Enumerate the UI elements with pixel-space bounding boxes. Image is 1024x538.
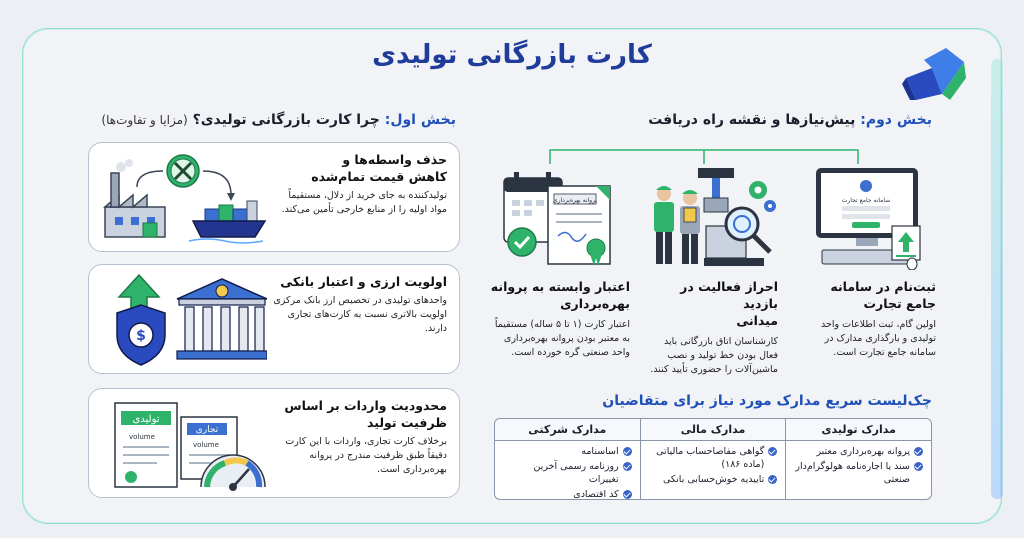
left-section-heading	[101, 112, 456, 128]
check-icon	[623, 447, 632, 456]
checklist-item	[503, 488, 632, 500]
checklist-column-financial	[640, 419, 786, 499]
card-text	[271, 151, 447, 217]
checklist-item	[503, 460, 632, 486]
left-section-title: چرا کارت بازرگانی تولیدی؟	[192, 112, 380, 128]
checklist-item-text: کد اقتصادی	[573, 489, 619, 500]
check-icon	[768, 447, 777, 456]
benefit-card-intermediaries	[88, 142, 460, 252]
license-doc-label: پروانه بهره‌برداری	[552, 197, 598, 204]
card-title-line1: حذف واسطه‌ها و	[342, 152, 447, 167]
step-title-line1: احراز فعالیت در بازدید	[680, 279, 778, 311]
step-title-line1: ثبت‌نام در سامانه	[830, 279, 936, 294]
doc-label-commercial: تجاری	[195, 425, 219, 435]
card-title-line1: محدودیت واردات بر اساس	[284, 398, 447, 413]
step-title-line2: میدانی	[736, 313, 778, 328]
documents-gauge-illustration	[97, 397, 267, 491]
step-field-inspection	[646, 278, 778, 377]
step-title-line2: بهره‌برداری	[560, 296, 630, 311]
frame-edge-glow	[991, 59, 1003, 499]
check-icon	[623, 490, 632, 499]
step-license-validity	[488, 278, 630, 360]
doc-word-volume-2: volume	[193, 441, 219, 449]
steps-connector	[548, 148, 860, 164]
card-title-line1: اولویت ارزی و اعتبار بانکی	[280, 274, 447, 289]
left-section-accent: بخش اول:	[384, 112, 456, 128]
checklist-item	[649, 445, 778, 471]
doc-word-volume-1: volume	[129, 433, 155, 441]
computer-registration-illustration	[808, 164, 926, 270]
step-title-line2: جامع تجارت	[863, 296, 936, 311]
check-icon	[768, 475, 777, 484]
step-registration	[796, 278, 936, 360]
right-section-title: پیش‌نیازها و نقشه راه دریافت	[648, 112, 856, 128]
page-title: کارت بازرگانی تولیدی	[372, 40, 652, 70]
license-calendar-illustration	[500, 164, 630, 270]
checklist-item-text: تاییدیه خوش‌حسابی بانکی	[662, 474, 765, 485]
checklist-item-text: پروانه بهره‌برداری معتبر	[816, 446, 910, 457]
factory-to-ship-illustration	[97, 151, 267, 245]
checklist-item	[503, 445, 632, 458]
check-icon	[623, 462, 632, 471]
card-title-line2: ظرفیت تولید	[367, 415, 447, 430]
step-description: کارشناسان اتاق بازرگانی باید فعال بودن خط تولید و نصب ماشین‌آلات را حضوری تأیید کنند.	[650, 336, 778, 375]
step-description: اعتبار کارت (۱ تا ۵ ساله) مستقیماً به معتبر بودن پروانه بهره‌برداری واحد صنعتی گره خورده است.	[494, 319, 630, 358]
checklist-item	[649, 473, 778, 486]
step-title-line1: اعتبار وابسته به پروانه	[490, 279, 630, 294]
card-description: تولیدکننده به جای خرید از دلال، مستقیماً مواد اولیه را از منابع خارجی تأمین می‌کند.	[281, 190, 447, 215]
brand-logo-icon	[902, 42, 968, 102]
card-text	[271, 273, 447, 336]
checklist-item-text: اساسنامه	[581, 446, 619, 457]
column-header: مدارک شرکتی	[495, 419, 640, 441]
checklist-item-text: گواهی مفاصاحساب مالیاتی (ماده ۱۸۶)	[656, 446, 765, 470]
left-section-subtitle: (مزایا و تفاوت‌ها)	[101, 113, 188, 127]
documents-checklist-table	[494, 418, 932, 500]
check-icon	[914, 447, 923, 456]
right-section-accent: بخش دوم:	[860, 112, 932, 128]
checklist-item-text: سند یا اجاره‌نامه هولوگرام‌دار صنعتی	[795, 461, 910, 485]
svg-text:$: $	[136, 328, 146, 344]
column-header: مدارک مالی	[641, 419, 786, 441]
checklist-column-production	[785, 419, 931, 499]
step-description: اولین گام، ثبت اطلاعات واحد تولیدی و بارگذاری مدارک در سامانه جامع تجارت است.	[821, 319, 936, 358]
card-description: واحدهای تولیدی در تخصیص ارز بانک مرکزی اولویت بالاتری نسبت به کارت‌های تجاری دارند.	[273, 295, 447, 334]
benefit-card-import-limit	[88, 388, 460, 498]
screen-title-text: سامانه جامع تجارت	[841, 197, 891, 204]
checklist-item-text: روزنامه رسمی آخرین تغییرات	[533, 461, 619, 485]
inspection-illustration	[646, 164, 778, 270]
check-icon	[914, 462, 923, 471]
checklist-item	[794, 460, 923, 486]
doc-label-production: تولیدی	[132, 414, 160, 425]
card-title-line2: کاهش قیمت تمام‌شده	[311, 169, 447, 184]
bank-shield-illustration	[97, 273, 267, 367]
checklist-column-corporate	[495, 419, 640, 499]
card-description: برخلاف کارت تجاری، واردات با این کارت دقیقاً طبق ظرفیت مندرج در پروانه بهره‌برداری است.	[285, 436, 447, 475]
benefit-card-currency-priority	[88, 264, 460, 374]
card-text	[271, 397, 447, 477]
checklist-title: چک‌لیست سریع مدارک مورد نیاز برای متقاضیان	[602, 393, 932, 409]
right-section-heading	[648, 112, 932, 128]
checklist-item	[794, 445, 923, 458]
column-header: مدارک تولیدی	[786, 419, 931, 441]
